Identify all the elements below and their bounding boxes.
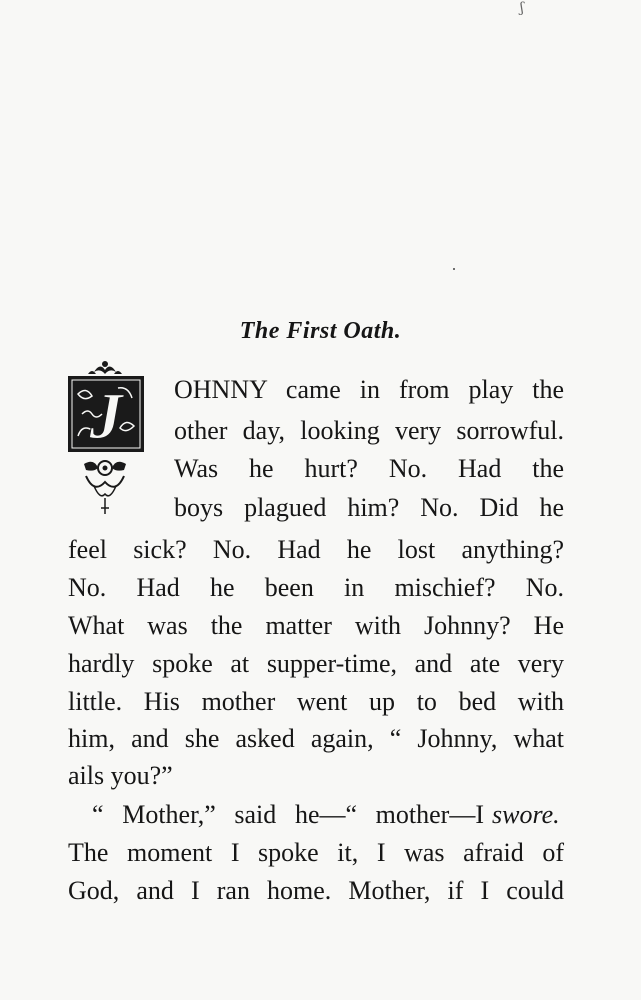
text-line: “ Mother,” said he—“ mother—I bbox=[92, 800, 484, 829]
text-line: feel sick? No. Had he lost anything? bbox=[68, 535, 564, 564]
chapter-title: The First Oath. bbox=[239, 318, 402, 344]
text-line: God, and I ran home. Mother, if I could bbox=[68, 876, 564, 905]
page-mark: ʃ bbox=[520, 0, 524, 16]
text-line: Was he hurt? No. Had the bbox=[174, 454, 564, 483]
text-line: What was the matter with Johnny? He bbox=[68, 611, 564, 640]
text-line: boys plagued him? No. Did he bbox=[174, 493, 564, 522]
speck bbox=[453, 268, 455, 270]
drop-cap-letter: J bbox=[89, 380, 123, 453]
top-flourish-icon bbox=[88, 361, 122, 374]
text-line-italic: swore. bbox=[492, 800, 560, 829]
text-line: OHNNY came in from play the bbox=[174, 375, 564, 404]
text-line: hardly spoke at supper-time, and ate very bbox=[68, 649, 564, 678]
text-line: other day, looking very sorrowful. bbox=[174, 416, 564, 445]
text-line: little. His mother went up to bed with bbox=[68, 687, 564, 716]
bottom-rosette-icon bbox=[84, 461, 126, 514]
text-line: No. Had he been in mischief? No. bbox=[68, 573, 564, 602]
text-line: The moment I spoke it, I was afraid of bbox=[68, 838, 564, 867]
text-line: ails you?” bbox=[68, 761, 173, 790]
ornamental-drop-cap bbox=[64, 358, 146, 518]
text-line: him, and she asked again, “ Johnny, what bbox=[68, 724, 564, 753]
